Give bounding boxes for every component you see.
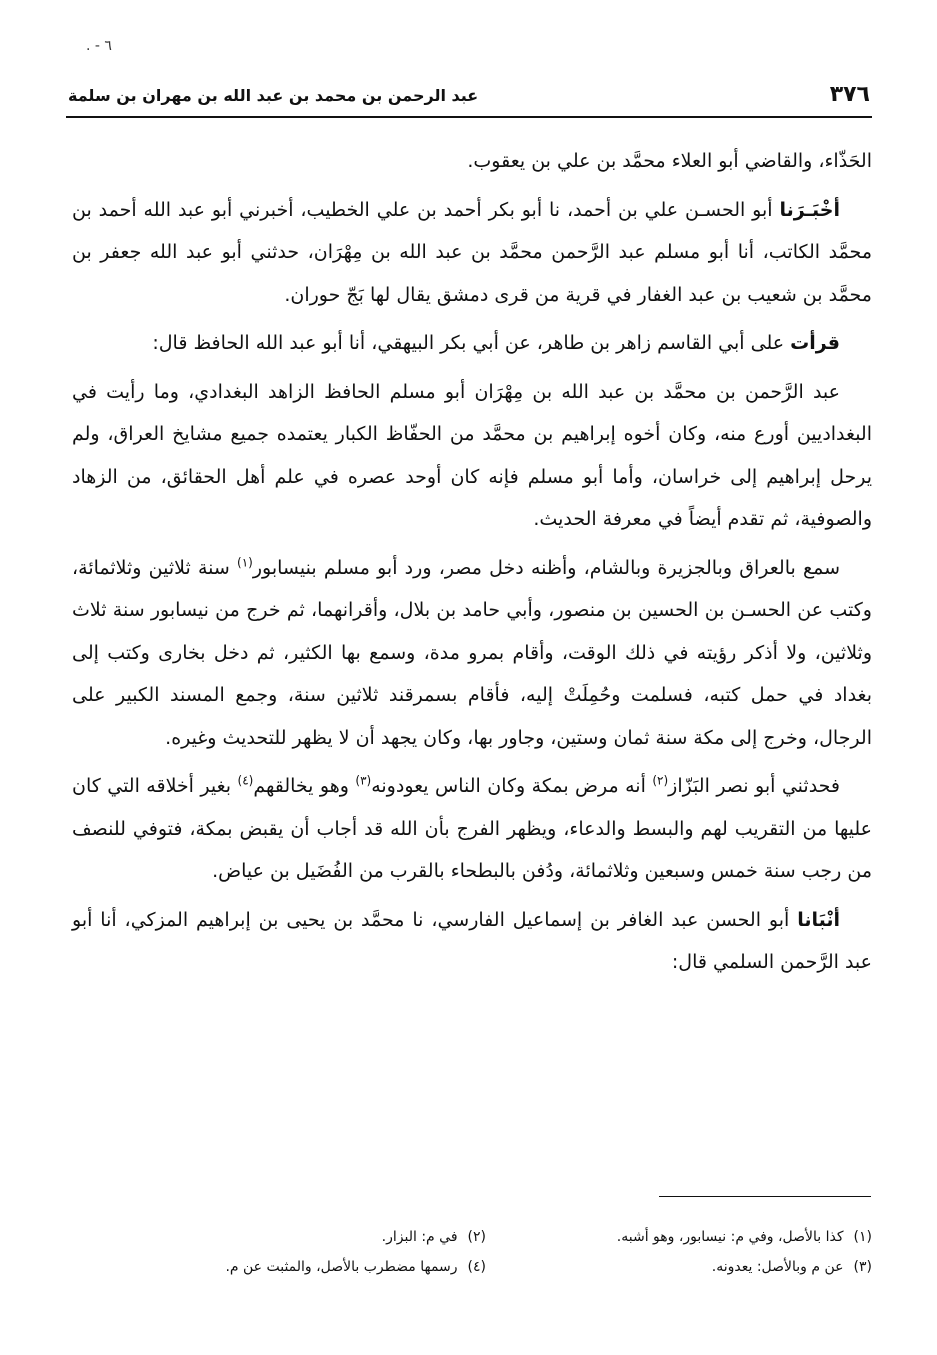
top-mark: . - ٦ <box>86 38 112 54</box>
footnote-ref-4: (٤) <box>237 773 254 788</box>
paragraph-1: الحَذّاء، والقاضي أبو العلاء محمَّد بن علي بن يعقوب. <box>467 150 872 172</box>
paragraph-3: قرأت على أبي القاسم زاهر بن طاهر، عن أبي بكر البيهقي، أنا أبو عبد الله الحافظ قال: <box>152 332 840 354</box>
paragraph-2: أخْبَـرَنا أبو الحسـن علي بن أحمد، نا أبو بكر أحمد بن علي الخطيب، أخبرني أبو عبد الله أحمد بن محمَّد الكاتب، أنا أبو مسلم عبد الرَّحمن محمَّد بن عبد الله بن مِهْرَان، حدثني أبو عبد الله جعفر بن محمَّد بن شعيب بن عبد الغفار في قرية من قرى دمشق يقال لها بَجّ حوران. <box>72 198 872 306</box>
page-number: ٣٧٦ <box>829 82 870 107</box>
page-header <box>66 82 872 118</box>
chain-lead-word: أخْبَـرَنا <box>779 198 840 221</box>
paragraph-6: فحدثني أبو نصر البَزّاز$^{(٢)}$ أنه مرض بمكة وكان الناس يعودونه$^{(٣)}$ وهو يخالقهم$^{(٤)}$ بغير أخلاقه التي كان عليها من التقريب لهم والبسط والدعاء، ويظهر الفرج بأن الله قد أجاب أن يقبض بمكة، فتوفي للنصف من رجب سنة خمس وسبعين وثلاثمائة، ودُفن بالبطحاء بالقرب من الفُضَيل بن عياض. <box>72 773 872 882</box>
footnote-divider <box>659 1196 871 1197</box>
body-text <box>72 140 872 990</box>
footnote-ref-2: (٢) <box>652 773 669 788</box>
footnote-3: (٣)عن م وبالأصل: يعدونه. <box>711 1259 872 1275</box>
paragraph-5: سمع بالعراق وبالجزيرة وبالشام، وأظنه دخل مصر، ورد أبو مسلم بنيسابور$^{(١)}$ سنة ثلاثين وثلاثمائة، وكتب عن الحسـن بن الحسين بن منصور، وأبي حامد بن بلال، وأقرانهما، ثم خرج من نيسابور سنة ثلاث وثلاثين، ولا أذكر رؤيته في ذلك الوقت، وأقام بمرو مدة، وسمع بها الكثير، ثم دخل بخارى وكتب إلى بغداد في حمل كتبه، فسلمت وحُمِلَتْ إليه، فأقام بسمرقند ثلاثين سنة، وجمع المسند الكبير على الرجال، وخرج إلى مكة سنة ثمان وستين، وجاور بها، وكان يجهد أن لا يظهر للتحديث وغيره. <box>72 555 872 749</box>
paragraph-7: أنْبَانا أبو الحسن عبد الغافر بن إسماعيل الفارسي، نا محمَّد بن يحيى بن إبراهيم المزكي، أنا أبو عبد الرَّحمن السلمي قال: <box>72 908 872 973</box>
paragraph-4: عبد الرَّحمن بن محمَّد بن عبد الله بن مِهْرَان أبو مسلم الحافظ الزاهد البغدادي، وما رأيت في البغداديين أورع منه، وكان أخوه إبراهيم بن محمَّد من الحفّاظ الكبار يعتمده جميع مشايخ العراق، ولم يرحل إبراهيم إلى خراسان، وأما أبو مسلم فإنه كان أوحد عصره في علم أهل الحقائق، من الزهاد والصوفية، ثم تقدم أيضاً في معرفة الحديث. <box>72 380 872 530</box>
running-title: عبد الرحمن بن محمد بن عبد الله بن مهران بن سلمة <box>68 86 479 105</box>
footnote-4: (٤)رسمها مضطرب بالأصل، والمثبت عن م. <box>225 1259 486 1275</box>
chain-lead-word: قرأت <box>790 332 840 354</box>
footnote-ref-1: (١) <box>237 555 253 570</box>
chain-lead-word: أنْبَانا <box>797 908 840 931</box>
footnote-2: (٢)في م: البزار. <box>381 1229 486 1245</box>
footnotes <box>100 1222 872 1282</box>
footnote-1: (١)كذا بالأصل، وفي م: نيسابور، وهو أشبه. <box>616 1229 872 1245</box>
footnote-ref-3: (٣) <box>355 773 372 788</box>
